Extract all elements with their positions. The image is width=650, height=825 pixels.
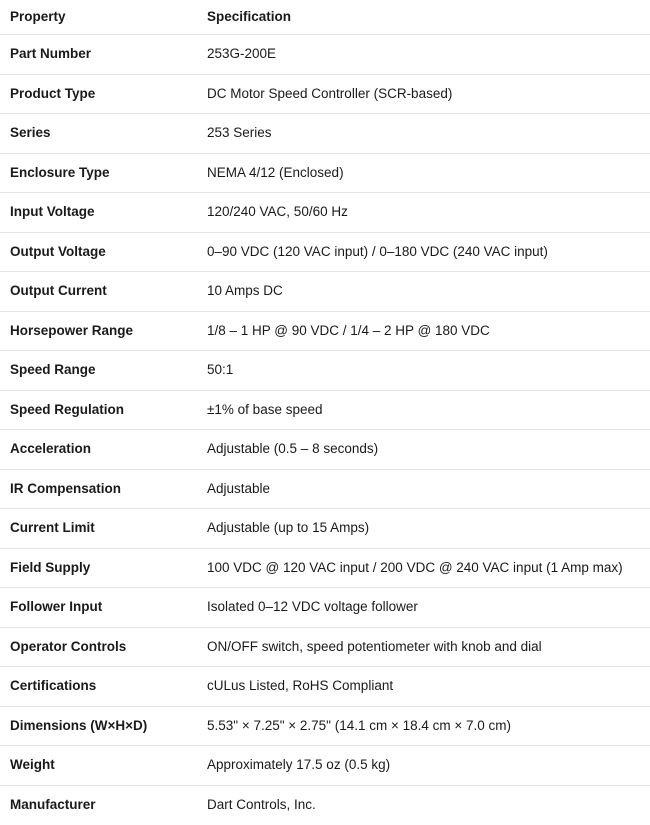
- row-specification-value: Adjustable (0.5 – 8 seconds): [207, 441, 379, 457]
- row-specification-value: Adjustable: [207, 480, 271, 496]
- row-specification-value: DC Motor Speed Controller (SCR-based): [207, 85, 453, 101]
- table-row: [0, 75, 650, 115]
- table-row: [0, 588, 650, 628]
- row-property-label: Speed Range: [10, 362, 96, 378]
- row-property-label: Field Supply: [10, 559, 91, 575]
- table-header-row: [0, 0, 650, 35]
- row-specification-value: 50:1: [207, 362, 234, 378]
- table-row: [0, 391, 650, 431]
- row-property-label: Follower Input: [10, 599, 103, 615]
- table-row: [0, 549, 650, 589]
- table-row: [0, 351, 650, 391]
- row-specification-value: 0–90 VDC (120 VAC input) / 0–180 VDC (240 VAC input): [207, 243, 548, 259]
- row-property-label: Speed Regulation: [10, 401, 125, 417]
- table-row: [0, 746, 650, 786]
- row-specification-value: Approximately 17.5 oz (0.5 kg): [207, 757, 391, 773]
- row-specification-value: 120/240 VAC, 50/60 Hz: [207, 204, 348, 220]
- row-specification-value: 100 VDC @ 120 VAC input / 200 VDC @ 240 VAC input (1 Amp max): [207, 559, 623, 575]
- table-row: [0, 154, 650, 194]
- row-specification-value: 253 Series: [207, 125, 272, 141]
- table-row: [0, 786, 650, 825]
- table-row: [0, 470, 650, 510]
- row-property-label: Dimensions (W×H×D): [10, 717, 148, 733]
- row-property-label: Current Limit: [10, 520, 95, 536]
- row-specification-value: 10 Amps DC: [207, 283, 283, 299]
- row-specification-value: Isolated 0–12 VDC voltage follower: [207, 599, 418, 615]
- row-specification-value: 1/8 – 1 HP @ 90 VDC / 1/4 – 2 HP @ 180 VDC: [207, 322, 490, 338]
- table-row: [0, 430, 650, 470]
- row-specification-value: NEMA 4/12 (Enclosed): [207, 164, 344, 180]
- row-property-label: Series: [10, 125, 51, 141]
- column-header-property: Property: [10, 8, 66, 24]
- row-property-label: Weight: [10, 757, 55, 773]
- row-specification-value: Dart Controls, Inc.: [207, 797, 316, 813]
- row-specification-value: 5.53" × 7.25" × 2.75" (14.1 cm × 18.4 cm × 7.0 cm): [207, 717, 512, 733]
- row-property-label: Output Voltage: [10, 243, 106, 259]
- row-property-label: IR Compensation: [10, 480, 122, 496]
- row-property-label: Horsepower Range: [10, 322, 134, 338]
- row-property-label: Acceleration: [10, 441, 92, 457]
- table-row: [0, 233, 650, 273]
- table-row: [0, 114, 650, 154]
- row-property-label: Part Number: [10, 46, 92, 62]
- row-specification-value: ON/OFF switch, speed potentiometer with knob and dial: [207, 638, 542, 654]
- table-row: [0, 509, 650, 549]
- row-specification-value: Adjustable (up to 15 Amps): [207, 520, 370, 536]
- row-specification-value: 253G-200E: [207, 46, 277, 62]
- row-property-label: Product Type: [10, 85, 96, 101]
- row-property-label: Operator Controls: [10, 638, 127, 654]
- table-row: [0, 667, 650, 707]
- table-row: [0, 272, 650, 312]
- row-property-label: Manufacturer: [10, 797, 96, 813]
- table-row: [0, 707, 650, 747]
- column-header-specification: Specification: [207, 8, 292, 24]
- row-specification-value: ±1% of base speed: [207, 401, 323, 417]
- row-property-label: Enclosure Type: [10, 164, 110, 180]
- table-row: [0, 312, 650, 352]
- row-property-label: Certifications: [10, 678, 97, 694]
- table-row: [0, 193, 650, 233]
- row-specification-value: cULus Listed, RoHS Compliant: [207, 678, 394, 694]
- table-row: [0, 35, 650, 75]
- row-property-label: Input Voltage: [10, 204, 95, 220]
- row-property-label: Output Current: [10, 283, 107, 299]
- table-row: [0, 628, 650, 668]
